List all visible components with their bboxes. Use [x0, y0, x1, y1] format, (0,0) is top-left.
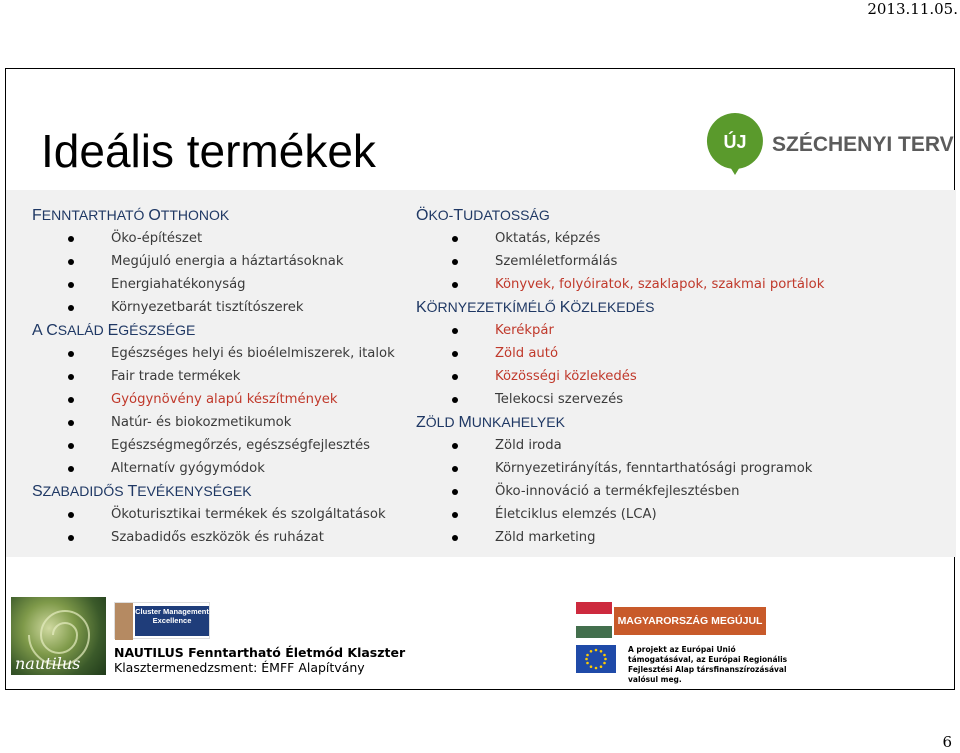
section-list	[32, 342, 422, 480]
szechenyi-terv-logo	[700, 107, 954, 177]
eu-flag-icon	[576, 645, 616, 673]
list-item: Energiahatékonyság	[32, 273, 422, 296]
list-item: Szemléletformálás	[416, 250, 946, 273]
list-item: Közösségi közlekedés	[416, 365, 946, 388]
section-heading: SZABADIDŐS TEVÉKENYSÉGEK	[32, 483, 252, 500]
list-item: Oktatás, képzés	[416, 227, 946, 250]
section-list	[416, 227, 946, 296]
page-number: 6	[942, 733, 952, 751]
svg-text:ÚJ: ÚJ	[723, 132, 747, 152]
org-name: NAUTILUS Fenntartható Életmód Klaszter	[114, 645, 406, 660]
list-item: Megújuló energia a háztartásoknak	[32, 250, 422, 273]
section-list	[416, 434, 946, 549]
list-item: Natúr- és biokozmetikumok	[32, 411, 422, 434]
list-item: Öko-innováció a termékfejlesztésben	[416, 480, 946, 503]
list-item: Gyógynövény alapú készítmények	[32, 388, 422, 411]
list-item: Zöld marketing	[416, 526, 946, 549]
list-item: Fair trade termékek	[32, 365, 422, 388]
list-item: Környezetirányítás, fenntarthatósági programok	[416, 457, 946, 480]
section-heading: FENNTARTHATÓ OTTHONOK	[32, 207, 230, 224]
eu-support-text: A projekt az Európai Unió támogatásával, az Európai Regionális Fejlesztési Alap társfinanszírozásával valósul meg.	[628, 645, 788, 684]
hungary-flag-icon	[576, 602, 612, 638]
list-item: Egészségmegőrzés, egészségfejlesztés	[32, 434, 422, 457]
section-heading: KÖRNYEZETKÍMÉLŐ KÖZLEKEDÉS	[416, 299, 655, 316]
list-item: Zöld autó	[416, 342, 946, 365]
slide-title: Ideális termékek	[41, 125, 376, 177]
list-item: Életciklus elemzés (LCA)	[416, 503, 946, 526]
list-item: Ökoturisztikai termékek és szolgáltatások	[32, 503, 422, 526]
section-heading: ZÖLD MUNKAHELYEK	[416, 414, 565, 431]
list-item: Könyvek, folyóiratok, szaklapok, szakmai portálok	[416, 273, 946, 296]
slide	[5, 68, 955, 690]
list-item: Kerékpár	[416, 319, 946, 342]
list-item: Öko-építészet	[32, 227, 422, 250]
footer-logos	[6, 599, 956, 691]
section-list	[32, 503, 422, 549]
section-heading: ÖKO-TUDATOSSÁG	[416, 207, 550, 224]
content-panel	[6, 190, 956, 557]
left-column	[32, 204, 422, 549]
section-heading: A CSALÁD EGÉSZSÉGE	[32, 322, 196, 339]
list-item: Egészséges helyi és bioélelmiszerek, italok	[32, 342, 422, 365]
magyarorszag-megujul-badge: MAGYARORSZÁG MEGÚJUL	[614, 607, 766, 635]
section-list	[416, 319, 946, 411]
org-manager: Klasztermenedzsment: ÉMFF Alapítvány	[114, 660, 365, 675]
list-item: Telekocsi szervezés	[416, 388, 946, 411]
svg-text:SZÉCHENYI TERV: SZÉCHENYI TERV	[772, 133, 954, 156]
list-item: Szabadidős eszközök és ruházat	[32, 526, 422, 549]
right-column	[416, 204, 946, 549]
list-item: Zöld iroda	[416, 434, 946, 457]
date-stamp: 2013.11.05.	[867, 0, 958, 18]
cluster-management-excellence-logo: Cluster Management Excellence	[114, 602, 210, 639]
list-item: Alternatív gyógymódok	[32, 457, 422, 480]
list-item: Környezetbarát tisztítószerek	[32, 296, 422, 319]
section-list	[32, 227, 422, 319]
nautilus-logo: nautilus	[11, 597, 106, 675]
